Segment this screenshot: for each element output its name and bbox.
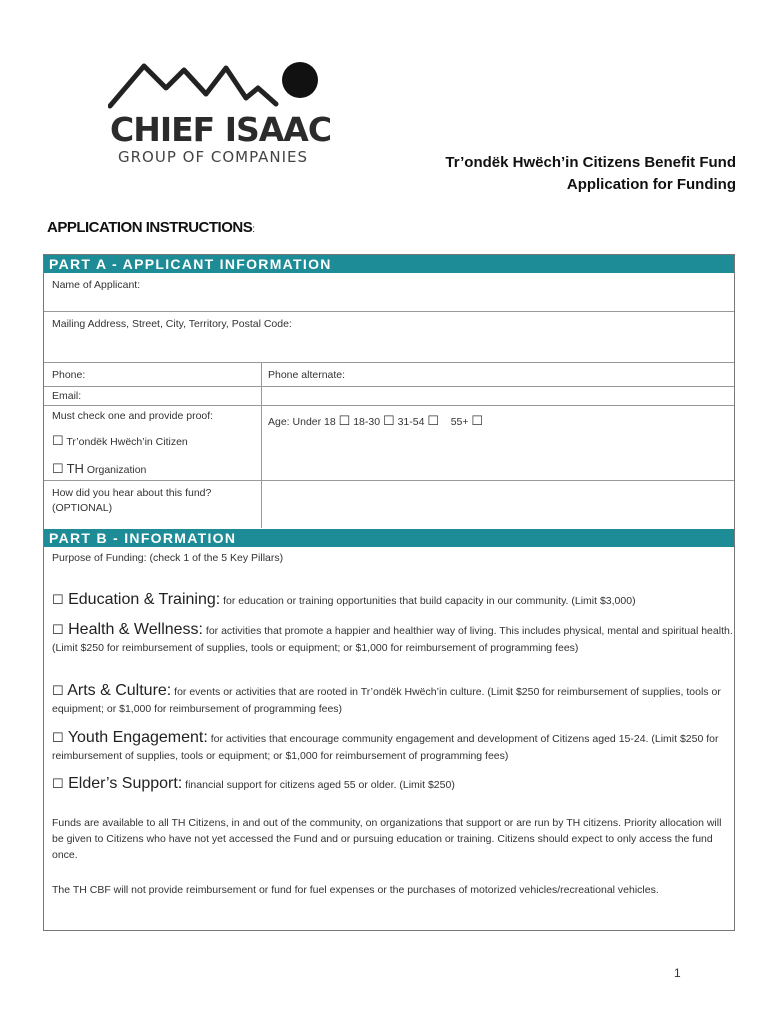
logo-company-name: CHIEF ISAAC (110, 110, 332, 149)
pillar-description: for events or activities that are rooted in Tr’ondëk Hwëch’in culture. (Limit $250 for reimbursement of supplies, tools or equipment; or $1,000 for reimbursement of programming fees) (52, 686, 721, 715)
pillar-title: Youth Engagement: (67, 729, 208, 746)
instructions-heading (47, 219, 255, 236)
divider (44, 362, 734, 363)
pillar-description: for education or training opportunities that build capacity in our community. (Limit $3,000) (223, 595, 636, 607)
pillar-description: for activities that encourage community engagement and development of Citizens aged 15-24. (Limit $250 for reimbursement of supplies, tools or equipment; or $1,000 for reimbursement of programming fees) (52, 733, 719, 762)
pillar-title: Elder’s Support: (68, 775, 183, 792)
application-form (43, 254, 735, 931)
checkbox-icon[interactable]: ☐ (52, 592, 64, 607)
pillar-education-training (52, 591, 734, 610)
email-label: Email: (52, 390, 82, 402)
instructions-colon: : (252, 224, 255, 235)
pillar-title: Health & Wellness: (68, 621, 203, 638)
mountain-logo-icon (108, 58, 323, 114)
divider (44, 311, 734, 312)
organization-option[interactable] (52, 461, 146, 477)
checkbox-icon[interactable]: ☐ (52, 461, 64, 476)
age-under-18-checkbox[interactable]: ☐ (338, 413, 351, 428)
divider (44, 386, 734, 387)
pillar-description: financial support for citizens aged 55 or older. (Limit $250) (185, 779, 455, 791)
form-title: Application for Funding (566, 176, 736, 193)
age-31-54-label: 31-54 (397, 416, 425, 428)
divider (44, 405, 734, 406)
checkbox-icon[interactable]: ☐ (52, 622, 64, 637)
mailing-address-label: Mailing Address, Street, City, Territory, Postal Code: (52, 318, 292, 330)
pillar-title: Arts & Culture: (67, 682, 172, 699)
hear-about-fund-label (52, 486, 257, 516)
hear-about-fund-optional: (OPTIONAL) (52, 502, 113, 514)
divider (44, 480, 734, 481)
checkbox-icon[interactable]: ☐ (52, 683, 64, 698)
fuel-exclusion-note: The TH CBF will not provide reimbursement or fund for fuel expenses or the purchases of motorized vehicles/recreational vehicles. (52, 884, 659, 896)
age-18-30-checkbox[interactable]: ☐ (383, 413, 395, 428)
checkbox-icon[interactable]: ☐ (52, 776, 64, 791)
age-55-plus-label: 55+ (450, 416, 469, 428)
hear-about-fund-question: How did you hear about this fund? (52, 487, 212, 499)
pillar-title: Education & Training: (68, 591, 221, 608)
part-b-header: PART B - INFORMATION (44, 529, 734, 547)
fund-name: Tr’ondëk Hwëch’in Citizens Benefit Fund (445, 154, 736, 171)
age-18-30-label: 18-30 (353, 416, 381, 428)
pillar-health-wellness (52, 621, 734, 657)
column-divider (261, 362, 262, 528)
pillar-arts-culture (52, 682, 734, 718)
page-number: 1 (674, 966, 681, 980)
phone-alternate-label: Phone alternate: (268, 369, 346, 381)
company-logo (108, 58, 332, 168)
proof-label: Must check one and provide proof: (52, 410, 214, 422)
age-55-plus-checkbox[interactable]: ☐ (471, 413, 484, 428)
checkbox-icon[interactable]: ☐ (52, 433, 64, 448)
pillar-description: for activities that promote a happier and healthier way of living. This includes physical, mental and spiritual health. (Limit $250 for reimbursement of supplies, tools or equipment; or $1,000 for reimbursement of programming fees) (52, 625, 733, 654)
checkbox-icon[interactable]: ☐ (52, 730, 64, 745)
document-title (445, 152, 736, 196)
pillar-youth-engagement (52, 729, 734, 765)
age-under-18-label: Age: Under 18 (268, 416, 336, 428)
phone-label: Phone: (52, 369, 86, 381)
logo-company-subtitle: GROUP OF COMPANIES (118, 148, 309, 166)
pillar-elders-support (52, 775, 734, 794)
funds-availability-note: Funds are available to all TH Citizens, in and out of the community, on organizations that support or are run by TH citizens. Priority allocation will be given to Citizens who have not yet accessed the Fund and or pursuing education or training. Citizens should expect to only access the fund once. (52, 817, 722, 861)
applicant-name-label: Name of Applicant: (52, 279, 141, 291)
age-selector (268, 413, 483, 429)
citizen-option-label: Tr’ondëk Hwëch’in Citizen (66, 436, 188, 448)
organization-option-prefix: TH (66, 461, 84, 476)
part-a-header: PART A - APPLICANT INFORMATION (44, 255, 734, 273)
purpose-label: Purpose of Funding: (check 1 of the 5 Key Pillars) (52, 552, 284, 564)
organization-option-label: Organization (86, 464, 147, 476)
instructions-heading-text: APPLICATION INSTRUCTIONS (47, 219, 253, 236)
citizen-option[interactable] (52, 433, 188, 449)
age-31-54-checkbox[interactable]: ☐ (427, 413, 440, 428)
